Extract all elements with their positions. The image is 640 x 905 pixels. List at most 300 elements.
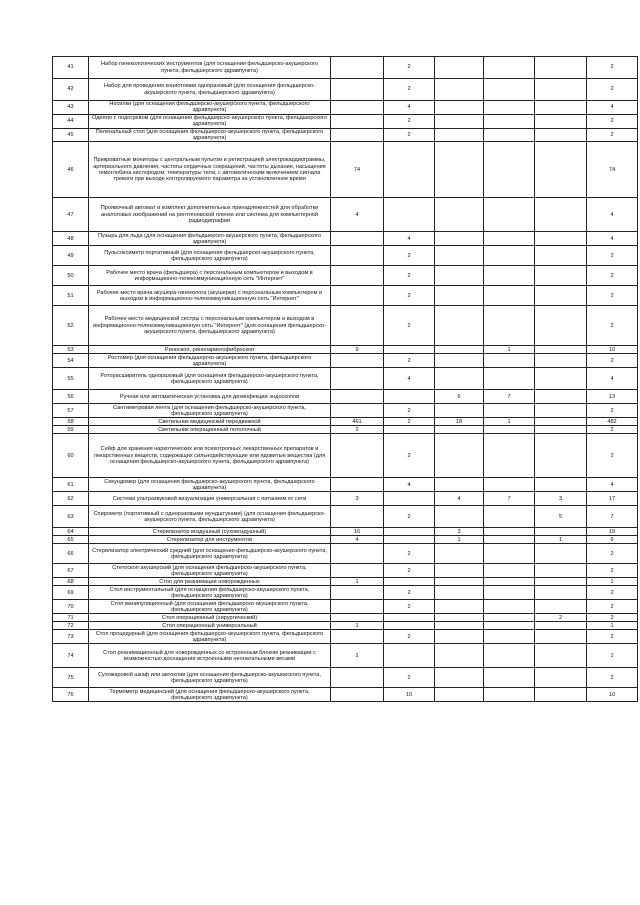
qty-col-3-cell: 3 [435,528,484,536]
item-name-cell: Стол для реанимации новорожденных [89,578,331,586]
qty-col-1-cell [331,600,384,614]
qty-col-1-cell: 4 [331,536,384,544]
qty-total-cell: 2 [587,564,638,578]
table-row [53,578,638,586]
qty-col-1-cell [331,586,384,600]
qty-total-cell: 7 [587,506,638,528]
qty-col-4-cell: 1 [484,346,535,354]
qty-col-2-cell [384,536,435,544]
table-row [53,668,638,688]
qty-col-1-cell [331,232,384,246]
table-row [53,246,638,266]
row-number-cell: 54 [53,354,89,368]
row-number-cell: 41 [53,57,89,79]
row-number-cell: 67 [53,564,89,578]
row-number-cell: 72 [53,622,89,630]
qty-col-4-cell [484,306,535,346]
row-number-cell: 64 [53,528,89,536]
qty-col-4-cell [484,688,535,702]
table-row [53,404,638,418]
row-number-cell: 60 [53,434,89,478]
equipment-table-body [53,57,638,702]
qty-col-5-cell [535,246,587,266]
qty-col-1-cell [331,614,384,622]
qty-col-4-cell [484,644,535,668]
table-row [53,644,638,668]
qty-col-5-cell [535,544,587,564]
qty-col-5-cell [535,128,587,142]
qty-col-5-cell [535,578,587,586]
qty-col-1-cell [331,544,384,564]
qty-total-cell: 2 [587,434,638,478]
table-row [53,79,638,101]
qty-col-1-cell [331,101,384,115]
qty-col-2-cell: 2 [384,586,435,600]
qty-col-3-cell [435,434,484,478]
qty-col-5-cell [535,354,587,368]
qty-col-2-cell [384,492,435,506]
qty-col-4-cell [484,426,535,434]
qty-col-1-cell [331,354,384,368]
qty-total-cell: 2 [587,354,638,368]
item-name-cell: Стерилизатор воздушный (суховоздушный) [89,528,331,536]
qty-col-2-cell: 2 [384,266,435,286]
row-number-cell: 62 [53,492,89,506]
qty-col-4-cell [484,536,535,544]
qty-col-5-cell [535,644,587,668]
qty-total-cell: 4 [587,101,638,115]
qty-col-5-cell [535,434,587,478]
qty-col-4-cell [484,142,535,198]
qty-col-3-cell: 18 [435,418,484,426]
qty-col-2-cell [384,426,435,434]
table-row [53,418,638,426]
row-number-cell: 46 [53,142,89,198]
qty-total-cell: 2 [587,668,638,688]
qty-total-cell: 17 [587,492,638,506]
qty-total-cell: 10 [587,688,638,702]
qty-col-4-cell [484,528,535,536]
qty-col-2-cell: 2 [384,114,435,128]
qty-col-2-cell [384,528,435,536]
qty-col-3-cell [435,622,484,630]
qty-col-5-cell [535,142,587,198]
qty-col-2-cell [384,390,435,404]
qty-total-cell: 4 [587,232,638,246]
qty-total-cell: 2 [587,79,638,101]
qty-col-5-cell [535,622,587,630]
qty-col-3-cell [435,586,484,600]
equipment-table [52,56,638,702]
row-number-cell: 71 [53,614,89,622]
qty-col-4-cell: 7 [484,390,535,404]
row-number-cell: 57 [53,404,89,418]
row-number-cell: 49 [53,246,89,266]
qty-col-4-cell [484,478,535,492]
qty-col-2-cell: 2 [384,79,435,101]
item-name-cell: Сантиметровая лента (для оснащения фельдшерско-акушерского пункта, фельдшерского здравпункта) [89,404,331,418]
qty-col-2-cell: 2 [384,404,435,418]
qty-col-2-cell [384,346,435,354]
qty-total-cell: 2 [587,57,638,79]
item-name-cell: Ростомер (для оснащения фельдшерско-акушерского пункта, фельдшерского здравпункта) [89,354,331,368]
qty-col-5-cell [535,306,587,346]
table-row [53,564,638,578]
qty-col-3-cell [435,232,484,246]
qty-col-3-cell [435,644,484,668]
qty-col-3-cell [435,426,484,434]
table-row [53,492,638,506]
row-number-cell: 59 [53,426,89,434]
qty-col-2-cell: 2 [384,544,435,564]
table-row [53,536,638,544]
qty-col-5-cell [535,418,587,426]
qty-col-4-cell [484,286,535,306]
table-row [53,346,638,354]
qty-col-3-cell [435,266,484,286]
table-row [53,57,638,79]
qty-col-4-cell [484,404,535,418]
row-number-cell: 70 [53,600,89,614]
row-number-cell: 50 [53,266,89,286]
row-number-cell: 56 [53,390,89,404]
qty-col-1-cell [331,688,384,702]
item-name-cell: Спирометр (портативный с одноразовыми мундштуками) (для оснащения фельдшерско-акушерского пункта, фельдшерского здравпункта) [89,506,331,528]
qty-col-3-cell [435,404,484,418]
item-name-cell: Пеленальный стол (для оснащения фельдшерско-акушерского пункта, фельдшерского здравпункта) [89,128,331,142]
row-number-cell: 76 [53,688,89,702]
row-number-cell: 69 [53,586,89,600]
qty-col-5-cell [535,266,587,286]
table-row [53,266,638,286]
qty-col-5-cell [535,346,587,354]
qty-col-1-cell: 2 [331,426,384,434]
qty-col-3-cell [435,354,484,368]
qty-col-1-cell: 1 [331,578,384,586]
row-number-cell: 45 [53,128,89,142]
qty-total-cell: 6 [587,536,638,544]
qty-col-1-cell [331,434,384,478]
item-name-cell: Стол реанимационный для новорожденных со встроенным блоком реанимации с возможностью доснащения встроенными неонатальными весами [89,644,331,668]
item-name-cell: Проявочный автомат и комплект дополнительных принадлежностей для обработки аналоговых изображений на рентгеновской пленке или система для компьютерной радиодиграфии [89,198,331,232]
qty-col-2-cell [384,578,435,586]
item-name-cell: Носилки (для оснащения фельдшерско-акушерского пункта, фельдшерского здравпункта) [89,101,331,115]
qty-col-1-cell [331,246,384,266]
qty-col-5-cell [535,232,587,246]
qty-total-cell: 482 [587,418,638,426]
table-row [53,544,638,564]
qty-col-1-cell: 9 [331,346,384,354]
qty-col-3-cell [435,506,484,528]
qty-col-3-cell [435,128,484,142]
qty-total-cell: 1 [587,578,638,586]
table-row [53,478,638,492]
qty-col-1-cell [331,79,384,101]
qty-col-3-cell [435,668,484,688]
qty-col-2-cell [384,614,435,622]
qty-col-4-cell [484,128,535,142]
qty-col-1-cell [331,478,384,492]
table-row [53,528,638,536]
qty-col-2-cell: 2 [384,630,435,644]
row-number-cell: 73 [53,630,89,644]
qty-col-3-cell [435,600,484,614]
item-name-cell: Сейф для хранения наркотических или психотропных лекарственных препаратов и лекарственных веществ, содержащих сильнодействующие или ядовитые вещества (для оснащения фельдшерско-акушерского пункта, фельдшерского здравпункта) [89,434,331,478]
row-number-cell: 53 [53,346,89,354]
qty-col-4-cell [484,544,535,564]
qty-col-4-cell [484,79,535,101]
table-row [53,198,638,232]
qty-col-1-cell [331,266,384,286]
table-row [53,600,638,614]
item-name-cell: Роторасширитель одноразовый (для оснащения фельдшерско-акушерского пункта, фельдшерского здравпункта) [89,368,331,390]
qty-col-1-cell [331,506,384,528]
row-number-cell: 51 [53,286,89,306]
item-name-cell: Сухожаровой шкаф или автоклав (для оснащения фельдшерско-акушерского пункта, фельдшерского здравпункта) [89,668,331,688]
qty-col-2-cell: 4 [384,478,435,492]
item-name-cell: Стол процедурный (для оснащения фельдшерско-акушерского пункта, фельдшерского здравпункта) [89,630,331,644]
item-name-cell: Пульсоксиметр портативный (для оснащения фельдшерско-акушерского пункта, фельдшерского здравпункта) [89,246,331,266]
qty-total-cell: 2 [587,246,638,266]
item-name-cell: Светильник операционный потолочный [89,426,331,434]
qty-col-3-cell [435,142,484,198]
qty-col-1-cell [331,368,384,390]
qty-col-1-cell: 461 [331,418,384,426]
qty-col-1-cell: 1 [331,622,384,630]
qty-col-4-cell [484,57,535,79]
row-number-cell: 74 [53,644,89,668]
qty-col-5-cell [535,564,587,578]
row-number-cell: 68 [53,578,89,586]
item-name-cell: Риноскоп, риноларингофиброскоп [89,346,331,354]
qty-col-3-cell [435,346,484,354]
table-row [53,114,638,128]
table-row [53,128,638,142]
qty-col-5-cell: 1 [535,536,587,544]
qty-col-3-cell [435,306,484,346]
qty-col-4-cell [484,614,535,622]
qty-col-3-cell [435,688,484,702]
qty-col-2-cell: 2 [384,57,435,79]
row-number-cell: 61 [53,478,89,492]
row-number-cell: 48 [53,232,89,246]
row-number-cell: 55 [53,368,89,390]
qty-col-4-cell [484,564,535,578]
item-name-cell: Рабочее место врача акушера-гинеколога (акушерки) с персональным компьютером и выходом в информационно-телекоммуникационную сеть "Интернет" [89,286,331,306]
qty-col-3-cell [435,114,484,128]
qty-total-cell: 2 [587,114,638,128]
qty-total-cell: 4 [587,368,638,390]
qty-col-1-cell [331,306,384,346]
qty-col-2-cell: 2 [384,418,435,426]
qty-col-2-cell [384,622,435,630]
qty-col-2-cell: 4 [384,101,435,115]
qty-col-1-cell [331,128,384,142]
qty-col-4-cell [484,668,535,688]
qty-col-1-cell: 3 [331,492,384,506]
qty-col-5-cell [535,57,587,79]
qty-col-1-cell [331,286,384,306]
qty-col-4-cell [484,434,535,478]
qty-col-2-cell: 2 [384,668,435,688]
qty-total-cell: 2 [587,600,638,614]
qty-col-4-cell [484,198,535,232]
item-name-cell: Пузырь для льда (для оснащения фельдшерско-акушерского пункта, фельдшерского здравпункта) [89,232,331,246]
qty-col-1-cell [331,114,384,128]
qty-col-5-cell [535,426,587,434]
table-row [53,142,638,198]
qty-col-5-cell: 5 [535,506,587,528]
item-name-cell: Набор для проведения кониотомии одноразовый (для оснащения фельдшерско-акушерского пункта, фельдшерского здравпункта) [89,79,331,101]
qty-col-4-cell [484,586,535,600]
qty-col-3-cell [435,101,484,115]
qty-col-3-cell [435,578,484,586]
qty-col-4-cell [484,506,535,528]
table-row [53,426,638,434]
qty-total-cell: 2 [587,586,638,600]
qty-col-2-cell: 2 [384,286,435,306]
row-number-cell: 63 [53,506,89,528]
qty-col-2-cell: 4 [384,368,435,390]
item-name-cell: Система ультразвуковой визуализации универсальная с питанием от сети [89,492,331,506]
table-row [53,688,638,702]
qty-total-cell: 74 [587,142,638,198]
row-number-cell: 58 [53,418,89,426]
qty-col-5-cell [535,114,587,128]
qty-total-cell: 4 [587,478,638,492]
qty-col-2-cell [384,644,435,668]
qty-col-4-cell [484,578,535,586]
qty-col-3-cell [435,246,484,266]
qty-total-cell: 2 [587,286,638,306]
qty-col-2-cell: 2 [384,246,435,266]
table-row [53,586,638,600]
qty-col-5-cell: 2 [535,614,587,622]
qty-total-cell: 2 [587,426,638,434]
qty-col-3-cell [435,79,484,101]
table-row [53,286,638,306]
qty-col-2-cell: 2 [384,564,435,578]
qty-col-1-cell [331,564,384,578]
qty-col-2-cell: 4 [384,232,435,246]
table-row [53,306,638,346]
item-name-cell: Секундомер (для оснащения фельдшерско-акушерского пункта, фельдшерского здравпункта) [89,478,331,492]
item-name-cell: Стетоскоп акушерский (для оснащения фельдшерско-акушерского пункта, фельдшерского здравпункта) [89,564,331,578]
qty-col-5-cell [535,528,587,536]
qty-col-2-cell: 2 [384,128,435,142]
item-name-cell: Прикроватные мониторы с центральным пультом и регистрацией электрокардиограммы, артериального давления, частоты сердечных сокращений, частоты дыхания, насыщения гемоглобина кислородом, температуры тела; с автоматическим включением сигнала тревоги при выходе контролируемого параметра за установленное время [89,142,331,198]
qty-col-5-cell [535,79,587,101]
qty-col-1-cell [331,630,384,644]
qty-col-1-cell [331,390,384,404]
qty-col-5-cell [535,286,587,306]
item-name-cell: Стол манипуляционный (для оснащения фельдшерско-акушерского пункта, фельдшерского здравпункта) [89,600,331,614]
qty-col-3-cell [435,630,484,644]
table-row [53,614,638,622]
qty-col-4-cell [484,246,535,266]
row-number-cell: 44 [53,114,89,128]
qty-col-5-cell [535,600,587,614]
qty-col-5-cell [535,668,587,688]
item-name-cell: Набор гинекологических инструментов (для оснащения фельдшерско-акушерского пункта, фельдшерского здравпункта) [89,57,331,79]
item-name-cell: Рабочее место врача (фельдшера) с персональным компьютером и выходом в информационно-телекоммуникационную сеть "Интернет" [89,266,331,286]
qty-col-2-cell: 2 [384,306,435,346]
qty-col-4-cell [484,232,535,246]
qty-col-5-cell [535,586,587,600]
row-number-cell: 43 [53,101,89,115]
qty-col-4-cell [484,368,535,390]
qty-total-cell: 2 [587,266,638,286]
qty-col-3-cell [435,198,484,232]
item-name-cell: Стерилизатор для инструментов [89,536,331,544]
qty-col-3-cell [435,614,484,622]
qty-col-3-cell: 1 [435,536,484,544]
item-name-cell: Стол операционный универсальный [89,622,331,630]
qty-col-2-cell [384,142,435,198]
qty-total-cell: 2 [587,614,638,622]
qty-col-1-cell: 4 [331,198,384,232]
qty-total-cell: 2 [587,544,638,564]
qty-col-2-cell: 2 [384,434,435,478]
qty-col-4-cell: 7 [484,492,535,506]
qty-col-3-cell [435,478,484,492]
item-name-cell: Термометр медицинский (для оснащения фельдшерско-акушерского пункта, фельдшерского здравпункта) [89,688,331,702]
qty-col-4-cell [484,600,535,614]
row-number-cell: 65 [53,536,89,544]
qty-col-1-cell [331,404,384,418]
row-number-cell: 66 [53,544,89,564]
qty-col-1-cell: 16 [331,528,384,536]
qty-col-5-cell: 3 [535,492,587,506]
qty-total-cell: 2 [587,128,638,142]
table-row [53,354,638,368]
qty-col-4-cell [484,622,535,630]
qty-col-5-cell [535,404,587,418]
qty-col-5-cell [535,368,587,390]
qty-total-cell: 2 [587,630,638,644]
row-number-cell: 47 [53,198,89,232]
qty-col-4-cell [484,630,535,644]
qty-col-5-cell [535,198,587,232]
table-row [53,630,638,644]
table-row [53,101,638,115]
qty-total-cell: 1 [587,622,638,630]
row-number-cell: 75 [53,668,89,688]
item-name-cell: Светильник медицинский передвижной [89,418,331,426]
qty-col-2-cell: 2 [384,354,435,368]
qty-col-4-cell [484,114,535,128]
qty-col-1-cell: 74 [331,142,384,198]
row-number-cell: 42 [53,79,89,101]
table-row [53,390,638,404]
qty-total-cell: 10 [587,346,638,354]
qty-col-1-cell [331,57,384,79]
table-row [53,506,638,528]
qty-col-3-cell [435,368,484,390]
qty-col-2-cell: 10 [384,688,435,702]
qty-col-3-cell [435,286,484,306]
item-name-cell: Стерилизатор электрический средний (для оснащения фельдшерско-акушерского пункта, фельдшерского здравпункта) [89,544,331,564]
qty-col-4-cell [484,101,535,115]
item-name-cell: Стол инструментальный (для оснащения фельдшерско-акушерского пункта, фельдшерского здравпункта) [89,586,331,600]
qty-col-3-cell [435,544,484,564]
qty-col-1-cell [331,668,384,688]
qty-total-cell: 2 [587,404,638,418]
table-row [53,368,638,390]
qty-col-2-cell: 2 [384,506,435,528]
qty-col-5-cell [535,101,587,115]
qty-total-cell: 2 [587,306,638,346]
